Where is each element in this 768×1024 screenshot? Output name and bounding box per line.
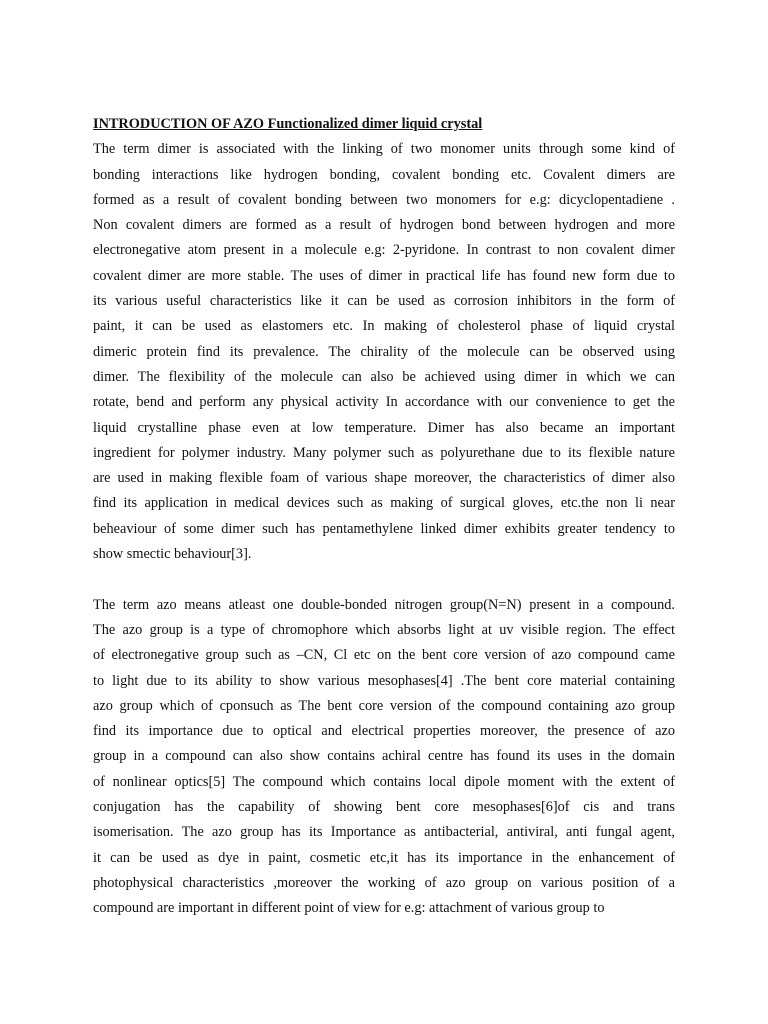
text-line: electronegative atom present in a molecule e.g: 2-pyridone. In contrast to non covalent dimer bbox=[93, 242, 675, 259]
text-line: group in a compound can also show contains achiral centre has found its uses in the domain bbox=[93, 748, 675, 765]
text-line: photophysical characteristics ,moreover the working of azo group on various position of a bbox=[93, 874, 675, 891]
text-line: dimeric protein find its prevalence. The chirality of the molecule can be observed using bbox=[93, 343, 675, 360]
text-line: it can be used as dye in paint, cosmetic etc,it has its importance in the enhancement of bbox=[93, 849, 675, 866]
text-line: The term dimer is associated with the linking of two monomer units through some kind of bbox=[93, 141, 675, 158]
paragraph-dimer-introduction bbox=[93, 137, 675, 567]
text-line: ingredient for polymer industry. Many polymer such as polyurethane due to its flexible nature bbox=[93, 444, 675, 461]
text-line: formed as a result of covalent bonding between two monomers for e.g: dicyclopentadiene . bbox=[93, 191, 675, 208]
text-line: paint, it can be used as elastomers etc. In making of cholesterol phase of liquid crystal bbox=[93, 318, 675, 335]
text-line: azo group which of cponsuch as The bent core version of the compound containing azo group bbox=[93, 697, 675, 714]
text-line: its various useful characteristics like it can be used as corrosion inhibitors in the form of bbox=[93, 293, 675, 310]
text-line: compound are important in different point of view for e.g: attachment of various group to bbox=[93, 900, 605, 917]
text-line: rotate, bend and perform any physical activity In accordance with our convenience to get the bbox=[93, 394, 675, 411]
text-line: of nonlinear optics[5] The compound which contains local dipole moment with the extent of bbox=[93, 773, 675, 790]
text-line: beheaviour of some dimer such has pentamethylene linked dimer exhibits greater tendency to bbox=[93, 520, 675, 537]
text-line: of electronegative group such as –CN, Cl etc on the bent core version of azo compound came bbox=[93, 647, 675, 664]
text-line: show smectic behaviour[3]. bbox=[93, 546, 252, 563]
text-line: dimer. The flexibility of the molecule can also be achieved using dimer in which we can bbox=[93, 368, 675, 385]
text-line: The azo group is a type of chromophore which absorbs light at uv visible region. The effect bbox=[93, 621, 675, 638]
text-line: Non covalent dimers are formed as a result of hydrogen bond between hydrogen and more bbox=[93, 217, 675, 234]
text-line: isomerisation. The azo group has its Importance as antibacterial, antiviral, anti fungal agent, bbox=[93, 824, 675, 841]
document-title: INTRODUCTION OF AZO Functionalized dimer liquid crystal bbox=[93, 116, 483, 132]
text-line: find its importance due to optical and electrical properties moreover, the presence of azo bbox=[93, 723, 675, 740]
text-line: to light due to its ability to show various mesophases[4] .The bent core material containing bbox=[93, 672, 675, 689]
text-line: The term azo means atleast one double-bonded nitrogen group(N=N) present in a compound. bbox=[93, 596, 675, 613]
text-line: liquid crystalline phase even at low temperature. Dimer has also became an important bbox=[93, 419, 675, 436]
text-line: covalent dimer are more stable. The uses of dimer in practical life has found new form due to bbox=[93, 267, 675, 284]
text-line: are used in making flexible foam of various shape moreover, the characteristics of dimer also bbox=[93, 470, 675, 487]
text-line: bonding interactions like hydrogen bonding, covalent bonding etc. Covalent dimers are bbox=[93, 166, 675, 183]
text-line: find its application in medical devices such as making of surgical gloves, etc.the non li near bbox=[93, 495, 675, 512]
paragraph-azo-group bbox=[93, 593, 675, 922]
text-line: conjugation has the capability of showing bent core mesophases[6]of cis and trans bbox=[93, 799, 675, 816]
paragraph-spacer bbox=[93, 567, 675, 592]
document-body bbox=[93, 112, 675, 922]
